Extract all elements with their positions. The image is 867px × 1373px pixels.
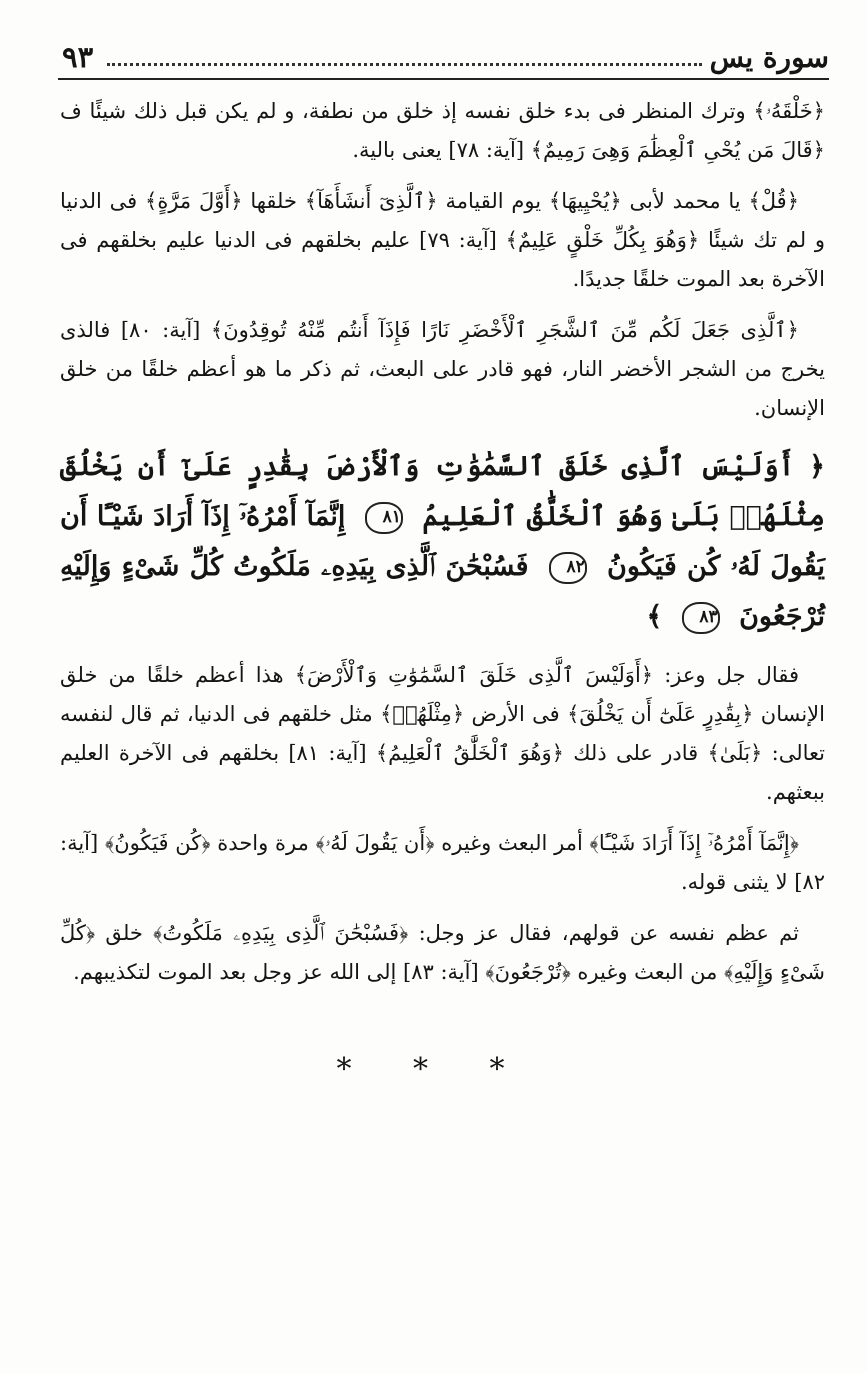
page-body xyxy=(60,92,825,1004)
surah-title: سورة يس xyxy=(709,41,829,74)
header-leader-dots xyxy=(107,63,701,66)
paragraph-2: ﴿قُلْ﴾ يا محمد لأبى ﴿يُحْيِيهَا﴾ يوم القيامة ﴿ٱلَّذِىٓ أَنشَأَهَآ﴾ خلقها ﴿أَوَّلَ مَرَّةٍ﴾ فى الدنيا و لم تك شيئًا ﴿وَهُوَ بِكُلِّ خَلْقٍ عَلِيمٌ﴾ [آية: ٧٩] عليم بخلقهم فى الدنيا عليم بخلقهم فى الآخرة بعد الموت خلقًا جديدًا. xyxy=(60,189,825,291)
verse-82-text: إِنَّمَآ أَمْرُهُۥٓ إِذَآ أَرَادَ شَيْـًٔا أَن يَقُولَ لَهُۥ كُن فَيَكُونُ xyxy=(60,501,825,582)
verse-81-text: ﴿ أَوَلَيْسَ ٱلَّذِى خَلَقَ ٱلسَّمَٰوَٰتِ وَٱلْأَرْضَ بِقَٰدِرٍ عَلَىٰٓ أَن يَخْلُقَ مِثْلَهُمۚ بَلَىٰ وَهُوَ ٱلْخَلَّٰقُ ٱلْعَلِيمُ xyxy=(60,451,826,532)
verse-number-82: ٨٢ xyxy=(549,552,587,584)
section-separator: * * * xyxy=(336,1052,531,1087)
verse-number-83: ٨٣ xyxy=(682,602,720,634)
quran-verse-block xyxy=(60,442,825,642)
page-header xyxy=(58,38,829,80)
paragraph-4: فقال جل وعز: ﴿أَوَلَيْسَ ٱلَّذِى خَلَقَ ٱلسَّمَٰوَٰتِ وَٱلْأَرْضَ﴾ هذا أعظم خلقًا من خلق الإنسان ﴿بِقَٰدِرٍ عَلَىٰٓ أَن يَخْلُقَ﴾ فى الأرض ﴿مِثْلَهُمۚ﴾ مثل خلقهم فى الدنيا، ثم قال لنفسه تعالى: ﴿بَلَىٰ﴾ قادر على ذلك ﴿وَهُوَ ٱلْخَلَّٰقُ ٱلْعَلِيمُ﴾ [آية: ٨١] بخلقهم فى الآخرة العليم ببعثهم. xyxy=(60,663,826,804)
paragraph-3: ﴿ٱلَّذِى جَعَلَ لَكُم مِّنَ ٱلشَّجَرِ ٱلْأَخْضَرِ نَارًا فَإِذَآ أَنتُم مِّنْهُ تُوقِدُونَ﴾ [آية: ٨٠] فالذى يخرج من الشجر الأخضر النار، فهو قادر على البعث، ثم ذكر ما هو أعظم خلقًا من خلق الإنسان. xyxy=(60,318,825,420)
verse-83-text: فَسُبْحَٰنَ ٱلَّذِى بِيَدِهِۦ مَلَكُوتُ كُلِّ شَىْءٍ وَإِلَيْهِ تُرْجَعُونَ xyxy=(60,551,825,632)
paragraph-6: ثم عظم نفسه عن قولهم، فقال عز وجل: ﴿فَسُبْحَٰنَ ٱلَّذِى بِيَدِهِۦ مَلَكُوتُ﴾ خلق ﴿كُلِّ شَىْءٍ وَإِلَيْهِ﴾ من البعث وغيره ﴿تُرْجَعُونَ﴾ [آية: ٨٣] إلى الله عز وجل بعد الموت لتكذيبهم. xyxy=(60,921,825,984)
paragraph-5: ﴿إِنَّمَآ أَمْرُهُۥٓ إِذَآ أَرَادَ شَيْـًٔا﴾ أمر البعث وغيره ﴿أَن يَقُولَ لَهُۥ﴾ مرة واحدة ﴿كُن فَيَكُونُ﴾ [آية: ٨٢] لا يثنى قوله. xyxy=(60,831,825,894)
verse-number-81: ٨١ xyxy=(365,502,403,534)
paragraph-1: ﴿خَلْقَهُۥ﴾ وترك المنظر فى بدء خلق نفسه إذ خلق من نطفة، و لم يكن قبل ذلك شيئًا ف ﴿قَالَ مَن يُحْىِ ٱلْعِظَٰمَ وَهِىَ رَمِيمٌ﴾ [آية: ٧٨] يعنى بالية. xyxy=(60,99,825,162)
verse-closing-bracket: ﴾ xyxy=(646,601,663,632)
page-number: ٩٣ xyxy=(62,40,94,74)
